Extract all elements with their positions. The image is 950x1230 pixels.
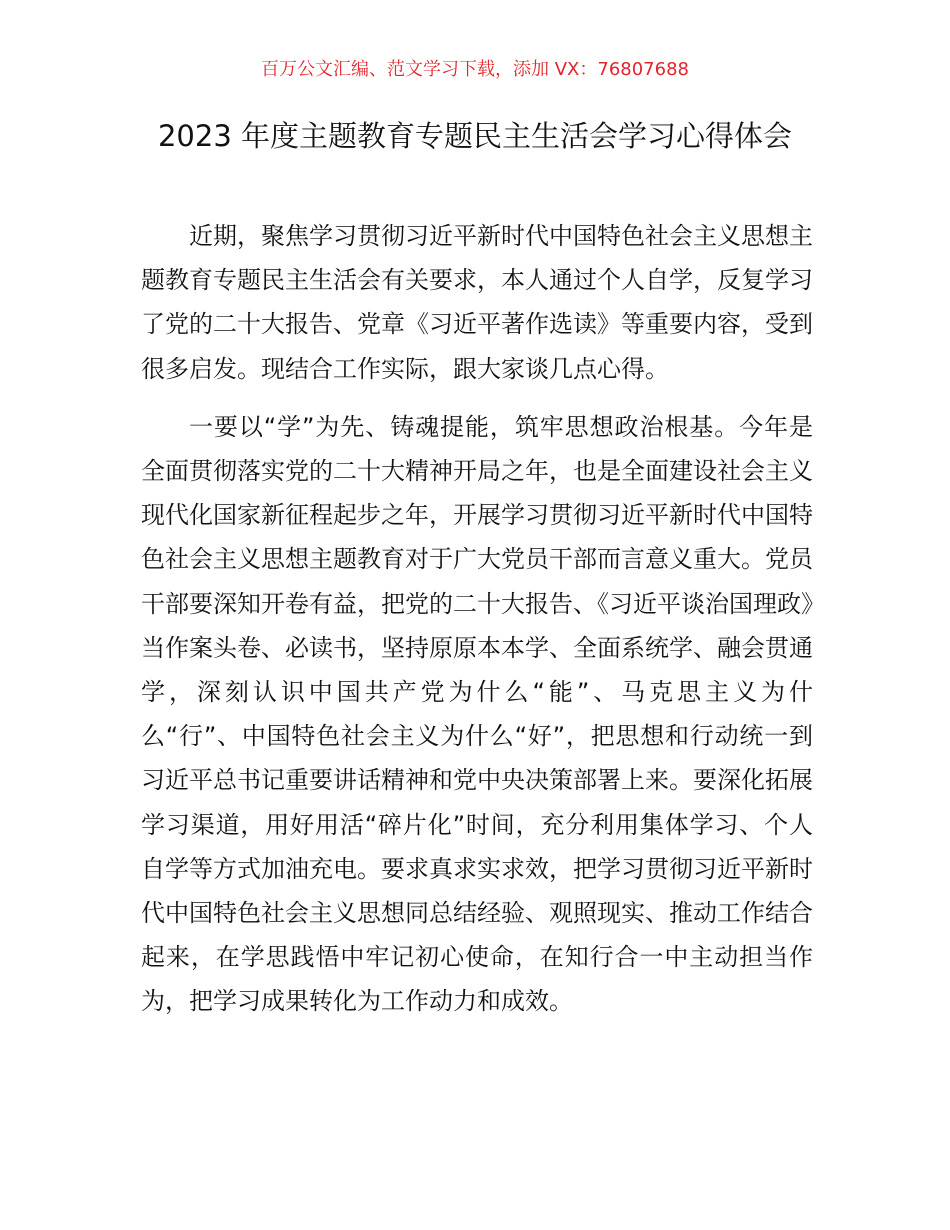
paragraph-point-one: 一要以“学”为先、铸魂提能，筑牢思想政治根基。今年是全面贯彻落实党的二十大精神开局之年，也是全面建设社会主义现代化国家新征程起步之年，开展学习贯彻习近平新时代中国特色社会主义思想主题教育对于广大党员干部而言意义重大。党员干部要深知开卷有益，把党的二十大报告、《习近平谈治国理政》当作案头卷、必读书，坚持原原本本学、全面系统学、融会贯通学，深刻认识中国共产党为什么“能”、马克思主义为什么“行”、中国特色社会主义为什么“好”，把思想和行动统一到习近平总书记重要讲话精神和党中央决策部署上来。要深化拓展学习渠道，用好用活“碎片化”时间，充分利用集体学习、个人自学等方式加油充电。要求真求实求效，把学习贯彻习近平新时代中国特色社会主义思想同总结经验、观照现实、推动工作结合起来，在学思践悟中牢记初心使命，在知行合一中主动担当作为，把学习成果转化为工作动力和成效。 bbox=[141, 412, 813, 1016]
header-watermark-note: 百万公文汇编、范文学习下载，添加 VX：76807688 bbox=[261, 59, 689, 80]
document-body bbox=[141, 214, 813, 1038]
paragraph-intro: 近期，聚焦学习贯彻习近平新时代中国特色社会主义思想主题教育专题民主生活会有关要求，本人通过个人自学，反复学习了党的二十大报告、党章《习近平著作选读》等重要内容，受到很多启发。现结合工作实际，跟大家谈几点心得。 bbox=[141, 222, 813, 383]
document-title: 2023 年度主题教育专题民主生活会学习心得体会 bbox=[157, 119, 793, 153]
